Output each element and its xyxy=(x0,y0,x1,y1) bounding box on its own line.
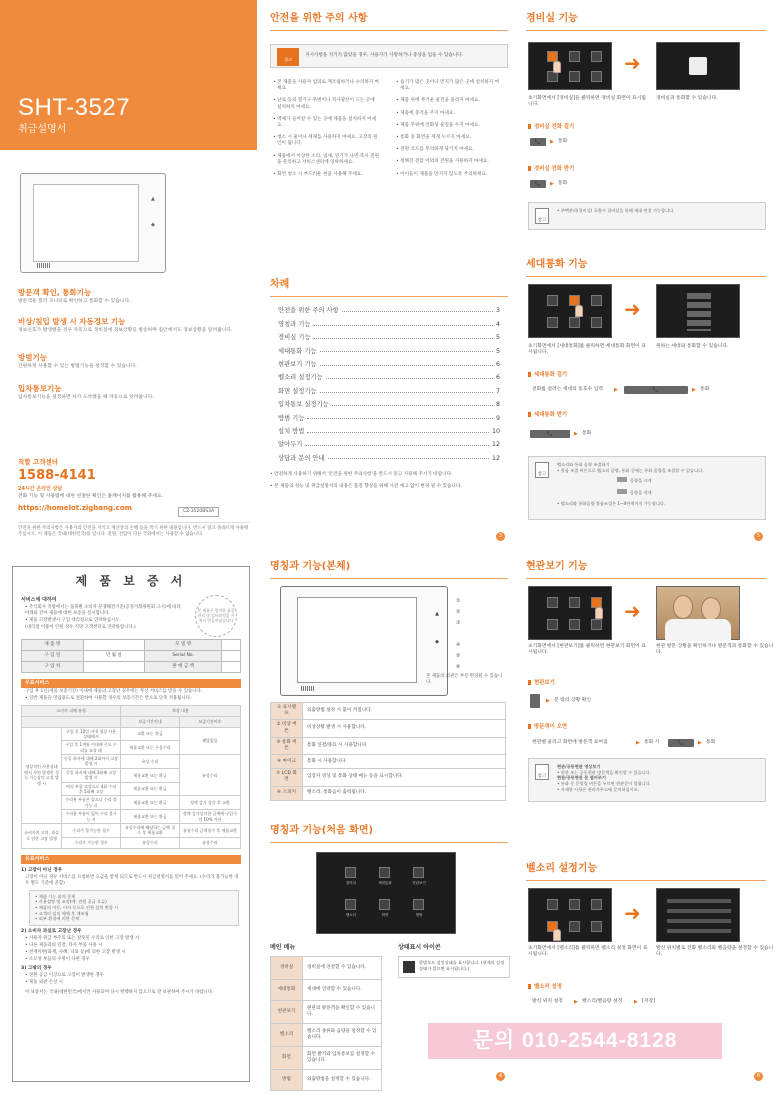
table-row: ⑤ LCD 화면 입장자 영상 및 통화 상태 메뉴 등을 표시합니다. xyxy=(271,769,506,786)
warranty-title: 제 품 보 증 서 xyxy=(75,574,187,588)
paid-note: 이 보증서는 국내(대한민국)에서만 사용되며 다시 발행하지 않으므로 잘 보관하여 주시기 바랍니다. xyxy=(25,989,214,995)
comp-subheader: 보증기간이내 xyxy=(121,716,180,727)
feature-3 xyxy=(18,353,248,371)
table-row: 소비자의 고의, 과실로 인한 고장 발생 수리가 불가능한 경우 유상수리에 해당하는 금액 징수 후 제품교환 유상수리 금액징수 후 제품교환 xyxy=(22,823,241,837)
guard-icon[interactable] xyxy=(345,867,356,878)
toc-item[interactable]: 현관보기 기능 6 xyxy=(278,361,500,368)
home-screen: 경비실 세대통화 현관보기 벨소리 화면 방범 xyxy=(316,852,456,934)
visitor-arrive-title: 방문객이 오면 xyxy=(528,724,567,731)
feature-desc: 방문객을 컬러 모니터로 확인하고 통화할 수 있습니다. xyxy=(18,299,131,305)
call-label: 통화 xyxy=(582,431,592,436)
speaker-grille xyxy=(301,686,315,691)
toc-item[interactable]: 설치 방법 10 xyxy=(278,427,500,435)
household-note: 참고 벨소리와 통화 음량 조절하기 • 볼륨 조절 버튼으로 벨소리 음량, 통화 중에는 통화 음량을 조절할 수 있습니다. 음량을 크게 음량을 작게 • 벨소리와 통화음량 볼륨조절은 1~4단계까지 가능합니다. xyxy=(528,456,766,520)
paid-box-1: • 제품 기능 외의 문제 • 사용설명 및 조정(예: 전원 공급 오류) • 제품의 이동, 이사 등으로 인한 설치 변경 시 • 고객의 임의 해체 후 재조립 • 외부 환경에 의한 문제 xyxy=(29,890,239,926)
volume-down-icon[interactable] xyxy=(617,489,627,494)
call-label: 통화 xyxy=(558,181,568,186)
security-status-icon xyxy=(403,961,415,973)
entrance-title: 현관보기 기능 xyxy=(526,561,588,572)
service-title: 서비스에 대하여 xyxy=(21,597,57,604)
guard-caption-right: 경비실과 통화할 수 있습니다. xyxy=(656,96,718,101)
customer-center-hours: 24시간 온라인 상담 xyxy=(18,486,63,492)
safety-bullets-right: • 습기가 많은 곳이나 먼지가 많은 곳에 설치하지 마세요. • 제품 위에 무거운 물건을 올리지 마세요. • 제품에 충격을 주지 마세요. • 제품 주위에 인화성 물질을 두지 마세요. • 통화 중 화면을 세게 누르지 마세요. • 전원 코드를 무리하게 당기지 마세요. • 정해진 전압 이외의 전원을 사용하지 마세요. • 아이들이 제품을 만지지 않도록 주의하세요. xyxy=(396,80,500,177)
phone-icon xyxy=(689,57,707,75)
toc-item[interactable]: 세대통화 기능 5 xyxy=(278,347,500,355)
parts-table xyxy=(270,702,506,801)
display-icon[interactable] xyxy=(379,899,390,910)
household-caption-left: 초기화면에서 [세대통화]를 클릭하면 세대통화 화면이 표시됩니다. xyxy=(528,344,646,356)
visitor-arrive-text: 현관벨 울리고 화면에 방문객 보여짐 xyxy=(532,740,608,745)
paid-desc-1: 고장이 아닌 경우 서비스를 요청하면 요금을 받게 되므로 반드시 취급설명서를 읽어 주세요. (수리가 불가능한 경우 별도 기준에 준함) xyxy=(25,874,239,886)
finger-icon xyxy=(553,929,561,941)
toc-note: • 안전하게 사용하기 위해서 '안전을 위한 주의사항'을 반드시 읽고 사용해 주시기 바랍니다. xyxy=(270,472,453,477)
free-line: 구입 후 1년(제품 보증기간) 이내에 제품의 고장난 경우에는 무상 서비스를 받을 수 있습니다. xyxy=(25,688,203,694)
info-value[interactable] xyxy=(83,661,145,672)
guard-title: 경비실 기능 xyxy=(526,13,578,24)
warranty-card: 제 품 보 증 서 서비스에 대하여 • 주식회사 직방에서는 품목별 소비자 분쟁해결기준(공정거래위원회 고시)에 따라 아래와 같이 제품에 대한 보증을 실시합니다. • 제품 고장발생시 구입 대리점으로 연락하십시오. (대리점 이용이 안될 경우 직방 고객센터로 연락바랍니다.) 본 제품은 엄격한 품질관리 및 검사과정을 거쳐서 만들어졌습니다 제 품 명 모 델 명 구 입 일 년 월 일 Serial No. 구 입 처 판 매 금 액 무료서비스 구입 후 1년(제품 보증기간) 이내에 제품의 고장난 경우에는 무상 서비스를 받을 수 있습니다. • 일반 제품을 영업용도로 전환하여 사용할 경우의 보증기간은 반으로 단축 적용됩니다. 소비자 피해 유형 보상 내용 보증기간이내 보증기간이후 정상적인 사용상태에서 자연 발생한 성능·기능상의 고장 발생 시 구입 후 10일 이내 정상 사용 상태에서 교환 또는 환급 해당없음 구입 후 1개월 이내에 중요 수리를 요할 때 제품교환 또는 무상수리 동일 하자에 대해 2회까지 고장 발생 시 유상 수리 유상수리 동일 하자에 대해 3회째 고장 발생 시 제품교환 또는 환급 여러 부위 고장으로 4회 수리 후 5회째 고장 제품교환 또는 환급 수리용 부품은 있으나 수리 불가능 시 제품교환 또는 환급 정액 감가 상각 후 교환 수리용 부품이 없어 수리 불가능 시 제품교환 또는 환급 정액 감가상각한 금액에 구입가의 10% 가산 소비자의 고의, 과실로 인한 고장 발생 수리가 불가능한 경우 유상수리에 해당하는 금액 징수 후 제품교환 유상수리 금액징수 후 제품교환 수리가 가능한 경우 유상수리 유상수리 유료서비스 1) 고장이 아닌 경우 고장이 아닌 경우 서비스를 요청하면 요금을 받게 되므로 반드시 취급설명서를 읽어 주세요. (수리가 불가능한 경우 별도 기준에 준함) • 제품 기능 외의 문제 • 사용설명 및 조정(예: 전원 공급 오류) • 제품의 이동, 이사 등으로 인한 설치 변경 시 • 고객의 임의 해체 후 재조립 • 외부 환경에 의한 문제 2) 소비자 과실로 고장난 경우 • 사용자 취급 부주의 또는 잘못된 수리로 인한 고장 발생 시 • 다른 제품과의 연결, 타사 부품 사용 시 • 천재지변(화재, 수해, 낙뢰 등)에 의한 고장 발생 시 • 소모성 부품의 수명이 다한 경우 3) 그밖의 경우 • 전원 공급 이상으로 고장이 발생한 경우 • 제품 외관 손상 시 이 보증서는 국내(대한민국)에서만 사용되며 다시 발행하지 않으므로 잘 보관하여 주시기 바랍니다. xyxy=(12,566,250,1082)
table-row: ③ 통화 버튼 통화 연결/종료 시 사용합니다. xyxy=(271,737,506,754)
finger-icon xyxy=(575,305,583,317)
page-number: 5 xyxy=(754,532,763,541)
call-button[interactable]: 📞 xyxy=(668,739,694,747)
menu-table xyxy=(270,956,382,1091)
service-line: • 주식회사 직방에서는 품목별 소비자 분쟁해결기준(공정거래위원회 고시)에 따라 아래와 같이 제품에 대한 보증을 실시합니다. xyxy=(25,604,181,616)
finger-icon xyxy=(553,61,561,73)
table-row: 화면 화면 밝기와 입차통보를 설정할 수 있습니다. xyxy=(271,1047,382,1070)
guard-note: 참고 • 주택관리(경비실) 호출시 경비실을 통해 세대 연결 가능합니다. xyxy=(528,202,766,230)
call-icon: ◆ xyxy=(151,222,155,228)
toc-item[interactable]: 상담과 문의 안내 12 xyxy=(278,454,500,462)
call-button[interactable]: 📞 xyxy=(624,386,688,394)
table-row: 벨소리 벨소리 종류와 음량을 설정할 수 있습니다. xyxy=(271,1024,382,1047)
note-icon: 참고 xyxy=(535,764,549,780)
page-number: 4 xyxy=(496,1072,505,1081)
call-icon: ◆ xyxy=(435,639,439,645)
info-label: 구 입 처 xyxy=(22,661,84,672)
bell-caption-left: 초기화면에서 [벨소리]를 클릭하면 벨소리 설정 화면이 표시됩니다. xyxy=(528,946,648,958)
table-row: ⑥ 스피커 벨소리, 통화음이 출력됩니다. xyxy=(271,786,506,800)
info-label: 구 입 일 xyxy=(22,650,84,661)
bell-title: 벨소리 설정기능 xyxy=(526,863,598,874)
guard-screen xyxy=(528,42,612,90)
table-row: 세대통화 세대에 연락할 수 있습니다. xyxy=(271,980,382,1001)
call-label: 통화 xyxy=(558,139,568,144)
entrance-screen xyxy=(528,586,612,640)
call-label: 통화 xyxy=(700,387,710,392)
table-row: ④ 마이크 통화 시 사용합니다. xyxy=(271,755,506,769)
model-name: SHT-3527 xyxy=(18,94,131,121)
callout-note: 본 제품의 외관은 부분 변경될 수 있습니다. xyxy=(426,674,503,685)
cover-disclaimer: 안전을 위한 주의사항은 사용자의 안전을 지키고 재산상의 손해 등을 막기 위한 내용입니다. 반드시 읽고 올바르게 사용해 주십시오. 이 제품은 국내(대한민국)용 입니다. 전원, 전압이 다른 국외에서는 사용할 수 없습니다. xyxy=(18,522,250,538)
table-row: 정상적인 사용상태에서 자연 발생한 성능·기능상의 고장 발생 시 구입 후 10일 이내 정상 사용 상태에서 교환 또는 환급 해당없음 xyxy=(22,727,241,741)
free-line: • 일반 제품을 영업용도로 전환하여 사용할 경우의 보증기간은 반으로 단축 적용됩니다. xyxy=(25,695,192,701)
table-of-contents xyxy=(278,305,500,466)
toc-note: • 본 제품의 성능 및 취급설명서의 내용은 품질 향상을 위해 사전 예고 없이 변경 될 수 있습니다. xyxy=(270,484,462,489)
status-box: 방범모드 설정상태를 표시합니다. (현재의 설정상태가 있으면 표시됩니다.) xyxy=(398,956,510,978)
household-keypad-screen xyxy=(656,284,740,338)
customer-center-title: 직할 고객센터 xyxy=(18,458,58,466)
save-label[interactable]: [저장] xyxy=(642,999,656,1004)
toc-item[interactable]: 방범 기능 9 xyxy=(278,414,500,422)
service-line: (대리점 이용이 안될 경우 직방 고객센터로 연락바랍니다.) xyxy=(25,624,136,630)
feature-title: 비상/침입 발생 시 자동경보 기능 xyxy=(18,317,126,326)
bell-caption-right: 발신 위치별로 전화 벨소리와 벨음량을 설정할 수 있습니다. xyxy=(656,946,773,958)
feature-desc: 간편하게 사용할 수 있는 방범기능을 설정할 수 있습니다. xyxy=(18,364,137,370)
page-number: 3 xyxy=(496,532,505,541)
feature-2 xyxy=(18,317,248,335)
entrance-note: 참고 현관/공동현관 영상보기 • 현관 또는 공동현관 방문객을 확인할 수 있습니다. 현관/공동현관 문 열어주기 • 통화 중 문열림 버튼을 누르면 현관문이 열립니다. • 자세한 사항은 관리사무소에 문의하십시오. xyxy=(528,758,766,802)
bell-icon[interactable] xyxy=(345,899,356,910)
device-front-illustration xyxy=(280,586,448,696)
arrow-icon: ▶ xyxy=(550,139,554,145)
toc-item[interactable]: 입차통보 설정기능 8 xyxy=(278,401,500,409)
menu-title: 메인 메뉴 xyxy=(270,944,296,951)
bell-setting-step-2: 벨소리/벨음량 설정 xyxy=(582,999,623,1004)
feature-desc: 경보신호가 발생했을 경우 자동으로 경비실에 경보상황을 방송하며 집안에서도 경보상황을 알려줍니다. xyxy=(18,328,233,334)
arrow-icon: ▶ xyxy=(636,740,640,746)
customer-center-desc: 전화 기능 및 사용법에 대한 친절한 확인은 홈페이지를 활용해 주세요. xyxy=(18,494,163,499)
cover-page xyxy=(0,0,257,548)
purchase-info-table xyxy=(21,639,241,673)
bell-settings-screen xyxy=(656,888,740,942)
service-line: • 제품 고장발생시 구입 대리점으로 연락하십시오. xyxy=(25,617,121,623)
household-title: 세대통화 기능 xyxy=(526,259,588,270)
toc-item[interactable]: 벨소리 설정기능 6 xyxy=(278,374,500,382)
guard-caption-left: 초기화면에서 [경비실]을 클릭하면 경비실 화면이 표시됩니다. xyxy=(528,96,646,108)
page-number: 6 xyxy=(754,1072,763,1081)
product-code: CZ-3520BS3A xyxy=(178,507,219,517)
info-value[interactable]: 년 월 일 xyxy=(83,650,145,661)
table-row: 동일 하자에 대해 3회째 고장 발생 시 제품교환 또는 환급 xyxy=(22,768,241,782)
first-screen-title: 명칭과 기능(처음 화면) xyxy=(270,825,374,836)
toc-item[interactable]: 명칭과 기능 4 xyxy=(278,320,500,328)
household-call-out-text: 전화를 걸려는 세대의 동호수 입력 xyxy=(532,387,603,392)
guard-household-page xyxy=(520,0,773,548)
entrance-bell-page xyxy=(520,556,773,1086)
safety-title: 안전을 위한 주의 사항 xyxy=(270,13,368,24)
compensation-table: 소비자 피해 유형 보상 내용 보증기간이내 보증기간이후 정상적인 사용상태에서 자연 발생한 성능·기능상의 고장 발생 시 구입 후 10일 이내 정상 사용 상태에서 교환 또는 환급 해당없음 구입 후 1개월 이내에 중요 수리를 요할 때 제품교환 또는 무상수리 동일 하자에 대해 2회까지 고장 발생 시 유상 수리 유상수리 동일 하자에 대해 3회째 고장 발생 시 제품교환 또는 환급 여러 부위 고장으로 4회 수리 후 5회째 고장 제품교환 또는 환급 수리용 부품은 있으나 수리 불가능 시 제품교환 또는 환급 정액 감가 상각 후 교환 수리용 부품이 없어 수리 불가능 시 제품교환 또는 환급 정액 감가상각한 금액에 구입가의 10% 가산 소비자의 고의, 과실로 인한 고장 발생 수리가 불가능한 경우 유상수리에 해당하는 금액 징수 후 제품교환 유상수리 금액징수 후 제품교환 수리가 가능한 경우 유상수리 유상수리 xyxy=(21,705,241,849)
household-caption-right: 원하는 세대와 통화할 수 있습니다. xyxy=(656,344,729,349)
warning-icon: 경고 xyxy=(277,48,299,66)
table-row: ① 표시램프 외출방범 설정 시 불이 켜집니다. xyxy=(271,703,506,720)
info-value[interactable] xyxy=(83,639,145,650)
free-service-bar: 무료서비스 xyxy=(21,679,241,688)
volume-up-icon[interactable] xyxy=(617,477,627,482)
arrow-right-icon: ➜ xyxy=(624,599,641,623)
note-icon: 참고 xyxy=(535,462,549,478)
arrow-right-icon: ➜ xyxy=(624,901,641,925)
customer-center-number[interactable]: 1588-4141 xyxy=(18,468,96,483)
info-label: 제 품 명 xyxy=(22,639,84,650)
finger-icon xyxy=(595,607,603,619)
call-button[interactable]: 📞 xyxy=(530,138,546,146)
feature-4 xyxy=(18,384,248,402)
arrow-icon: ▶ xyxy=(550,181,554,187)
arrow-icon: ▶ xyxy=(574,999,578,1005)
guard-call-screen xyxy=(656,42,740,90)
toc-item[interactable]: 경비실 기능 5 xyxy=(278,334,500,342)
entrance-caption-left: 초기화면에서 [현관보기]를 클릭하면 현관보기 화면이 표시됩니다. xyxy=(528,644,646,656)
callout-numbers: ① ② ③ ④ ⑤ ⑥ xyxy=(456,598,461,670)
toc-title: 차례 xyxy=(270,279,290,290)
table-row: ② 비상 버튼 비상상황 발생 시 사용합니다. xyxy=(271,720,506,737)
call-when-label: 통화 시 xyxy=(644,740,660,745)
bell-setting-step-1: 발신 위치 설정 xyxy=(532,999,563,1004)
info-value[interactable] xyxy=(222,639,241,650)
comp-subheader: 보증기간이후 xyxy=(179,716,240,727)
arrow-icon: ▶ xyxy=(614,387,618,393)
comp-header: 소비자 피해 유형 xyxy=(22,705,121,716)
bell-setting-title: 벨소리 설정 xyxy=(528,984,562,991)
keypad-icon xyxy=(687,293,711,331)
homepage-link[interactable]: https://homelot.zigbang.com xyxy=(18,504,132,512)
call-label: 통화 xyxy=(706,740,716,745)
safety-page xyxy=(260,0,518,548)
names-page xyxy=(260,556,518,1086)
household-call-in-title: 세대통화 받기 xyxy=(528,412,567,419)
security-icon[interactable] xyxy=(413,899,424,910)
safety-bullets-left: • 본 제품을 사용자 임의로 재조립하거나 수리하지 마세요. • 난로 등의 열기구 주변이나 직사광선이 드는 곳에 설치하지 마세요. • 액체가 들어갈 수 있는 곳에 제품을 설치하지 마세요. • 청소 시 물이나 세제를 사용하지 마세요. 고장의 원인이 됩니다. • 제품에서 이상한 소리, 냄새, 연기가 나면 즉시 전원을 분리하고 서비스센터에 연락하세요. • 화면 청소 시 부드러운 천을 사용해 주세요. xyxy=(273,80,380,177)
table-row: 여러 부위 고장으로 4회 수리 후 5회째 고장 제품교환 또는 환급 xyxy=(22,782,241,796)
lcd-screen xyxy=(297,597,417,683)
entrance-caption-right: 현관 방문 상황을 확인하거나 방문객과 통화할 수 있습니다. xyxy=(656,644,773,656)
bell-screen xyxy=(528,888,612,942)
feature-title: 방범기능 xyxy=(18,353,47,362)
info-label: Serial No. xyxy=(145,650,222,661)
device-screen xyxy=(33,184,139,262)
guard-call-out-title: 경비실 전화 걸기 xyxy=(528,124,574,131)
arrow-icon: ▶ xyxy=(574,431,578,437)
paid-service-bar: 유료서비스 xyxy=(21,855,241,864)
arrow-icon: ▶ xyxy=(634,999,638,1005)
entrance-view-text: 문 밖의 상황 확인 xyxy=(554,698,592,703)
emergency-icon: ▲ xyxy=(435,611,439,617)
manual-subtitle: 취급설명서 xyxy=(18,124,67,135)
arrow-icon: ▶ xyxy=(546,698,550,704)
paid-title-2: 2) 소비자 과실로 고장난 경우 xyxy=(21,928,82,934)
info-label: 판 매 금 액 xyxy=(145,661,222,672)
warning-box xyxy=(270,44,508,68)
toc-item[interactable]: 화면 설정기능 7 xyxy=(278,387,500,395)
arrow-icon: ▶ xyxy=(692,387,696,393)
paid-title-3: 3) 그밖의 경우 xyxy=(21,965,52,971)
table-row: 현관보기 현관의 방문객을 확인할 수 있습니다. xyxy=(271,1001,382,1024)
info-value[interactable] xyxy=(222,650,241,661)
household-icon[interactable] xyxy=(379,867,390,878)
table-row: 동일 하자에 대해 2회까지 고장 발생 시 유상 수리 유상수리 xyxy=(22,755,241,769)
warning-text: 지시사항을 지키지 않았을 경우, 사용자가 사망하거나 중상을 입을 수 있습니다. xyxy=(305,53,464,58)
toc-item[interactable]: 안전을 위한 주의 사항 3 xyxy=(278,307,500,315)
feature-1 xyxy=(18,288,248,306)
table-row: 구입 후 1개월 이내에 중요 수리를 요할 때 제품교환 또는 무상수리 xyxy=(22,741,241,755)
table-row: 수리용 부품이 없어 수리 불가능 시 제품교환 또는 환급 정액 감가상각한 금액에 구입가의 10% 가산 xyxy=(22,810,241,824)
table-row: 수리용 부품은 있으나 수리 불가능 시 제품교환 또는 환급 정액 감가 상각 후 교환 xyxy=(22,796,241,810)
quality-stamp: 본 제품은 엄격한 품질관리 및 검사과정을 거쳐서 만들어졌습니다 xyxy=(195,595,237,637)
device-illustration xyxy=(20,173,166,273)
status-title: 상태표시 아이콘 xyxy=(398,944,441,951)
household-screen xyxy=(528,284,612,338)
arrow-right-icon: ➜ xyxy=(624,297,641,321)
toc-item[interactable]: 알아두기 12 xyxy=(278,441,500,449)
feature-desc: 입차통보기능을 설정하면 차가 도착했을 때 자동으로 알려줍니다. xyxy=(18,395,154,401)
feature-title: 입차통보기능 xyxy=(18,384,62,393)
promo-banner[interactable]: 문의 010-2544-8128 xyxy=(428,1023,722,1059)
names-title: 명칭과 기능(본체) xyxy=(270,561,351,572)
table-row: 방범 외출방범을 설정할 수 있습니다. xyxy=(271,1070,382,1091)
call-button[interactable]: 📞 xyxy=(530,430,570,438)
entrance-icon[interactable] xyxy=(413,867,424,878)
paid-title-1: 1) 고장이 아닌 경우 xyxy=(21,867,63,873)
info-label: 모 델 명 xyxy=(145,639,222,650)
emergency-icon: ▲ xyxy=(151,196,155,202)
household-call-out-title: 세대통화 걸기 xyxy=(528,372,567,379)
info-value[interactable] xyxy=(222,661,241,672)
entrance-view-title: 현관보기 xyxy=(528,680,555,687)
table-row: 수리가 가능한 경우 유상수리 유상수리 xyxy=(22,837,241,848)
call-button[interactable]: 📞 xyxy=(530,180,546,188)
door-view-button[interactable] xyxy=(530,694,540,708)
arrow-icon: ▶ xyxy=(698,740,702,746)
table-row: 경비실 경비실에 연결할 수 있습니다. xyxy=(271,957,382,980)
speaker-grille xyxy=(37,263,51,268)
feature-title: 방문객 확인, 통화기능 xyxy=(18,288,92,297)
visitor-photo xyxy=(656,586,740,640)
arrow-right-icon: ➜ xyxy=(624,51,641,75)
note-icon: 참고 xyxy=(535,208,549,224)
guard-call-in-title: 경비실 전화 받기 xyxy=(528,166,574,173)
